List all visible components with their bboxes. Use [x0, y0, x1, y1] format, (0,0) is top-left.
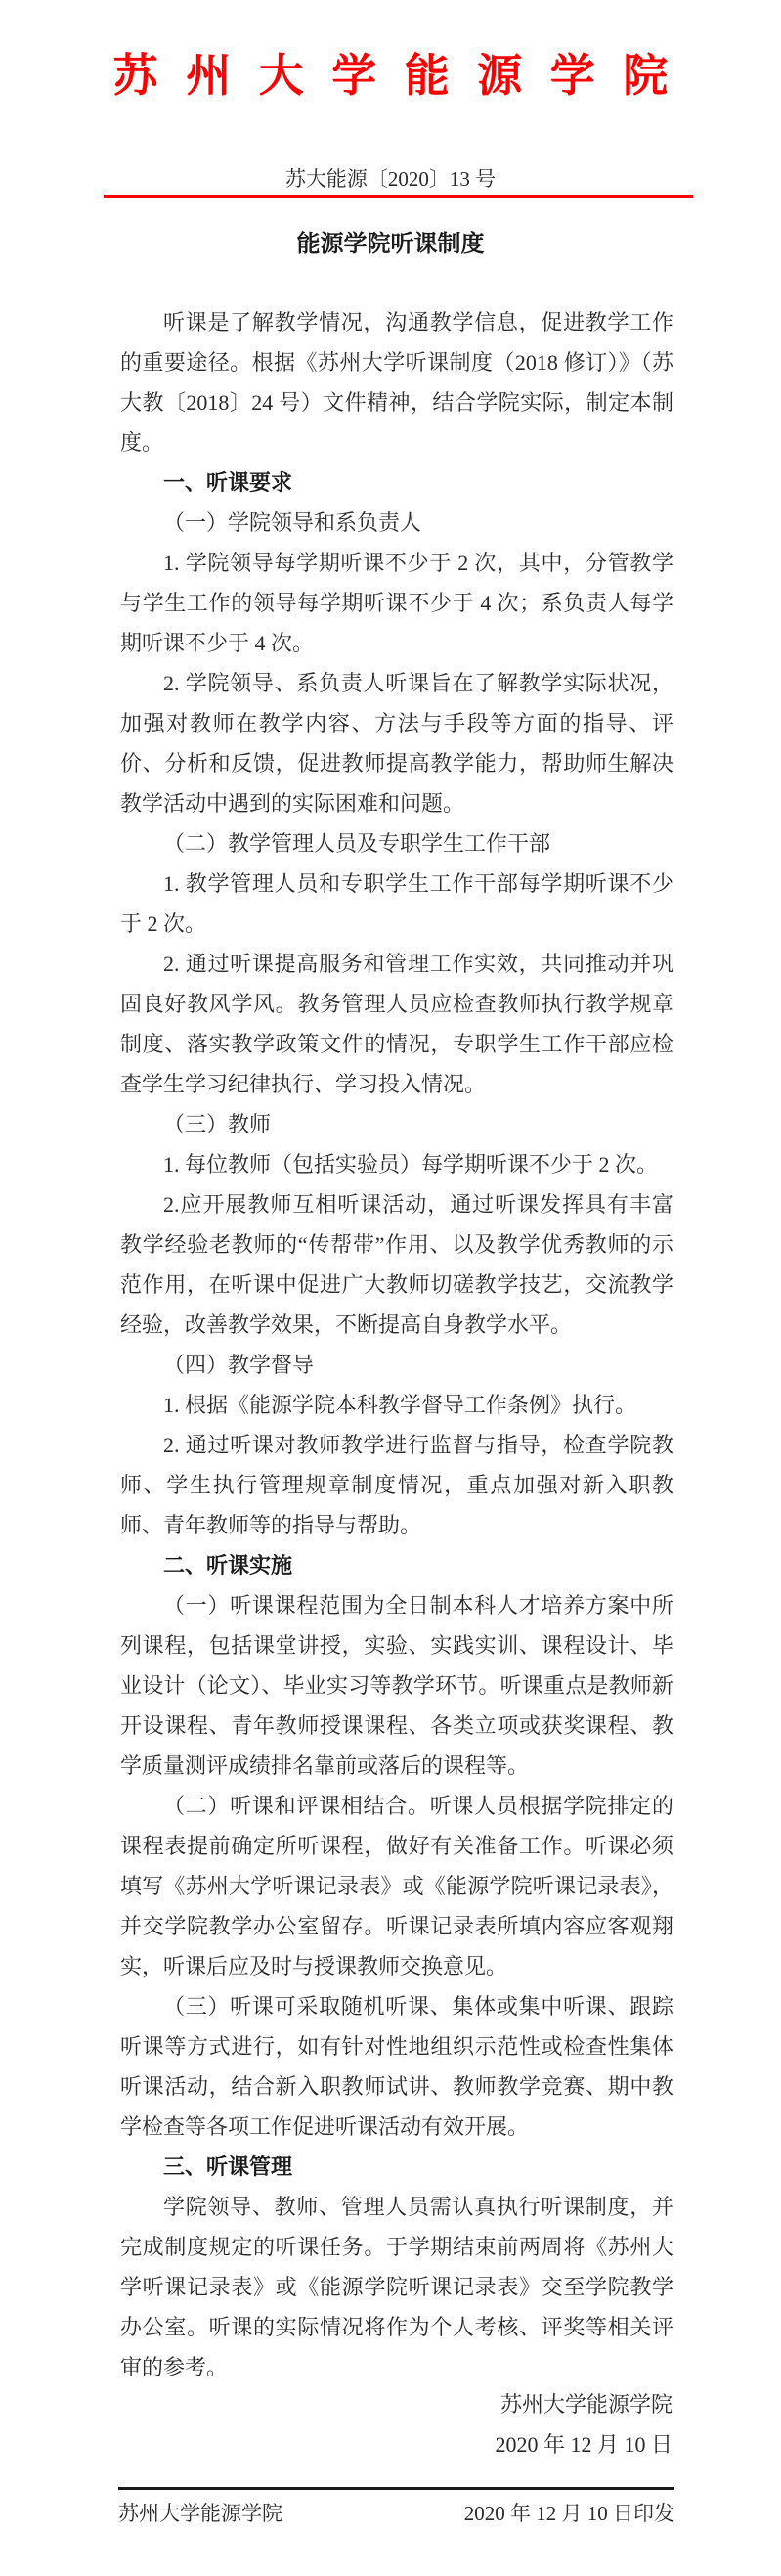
body-paragraph: 听课是了解教学情况，沟通教学信息，促进教学工作的重要途径。根据《苏州大学听课制度（2018 修订）》（苏大教〔2018〕24 号）文件精神，结合学院实际，制定本制度。 — [120, 310, 673, 455]
letterhead-title: 苏州大学能源学院 — [112, 51, 696, 101]
footer-org: 苏州大学能源学院 — [118, 2502, 282, 2525]
signature-org: 苏州大学能源学院 — [499, 2392, 673, 2417]
document-title: 能源学院听课制度 — [296, 231, 485, 257]
section-heading: 三、听课管理 — [163, 2154, 293, 2179]
section-heading: 一、听课要求 — [163, 470, 293, 495]
red-divider — [104, 195, 693, 198]
section-heading: 二、听课实施 — [163, 1553, 293, 1577]
body-paragraph: 1. 教学管理人员和专职学生工作干部每学期听课不少于 2 次。 — [120, 871, 673, 936]
body-paragraph: （一）学院领导和系负责人 — [163, 511, 422, 535]
body-paragraph: （二）听课和评课相结合。听课人员根据学院排定的课程表提前确定所听课程，做好有关准备工作。听课必须填写《苏州大学听课记录表》或《能源学院听课记录表》，并交学院教学办公室留存。听课记录表所填内容应客观翔实，听课后应及时与授课教师交换意见。 — [120, 1794, 673, 1978]
footer-row — [118, 2490, 674, 2528]
body-paragraph: 1. 学院领导每学期听课不少于 2 次，其中，分管教学与学生工作的领导每学期听课不少于 4 次；系负责人每学期听课不少于 4 次。 — [120, 551, 673, 655]
body-paragraph: 学院领导、教师、管理人员需认真执行听课制度，并完成制度规定的听课任务。于学期结束前两周将《苏州大学听课记录表》或《能源学院听课记录表》交至学院教学办公室。听课的实际情况将作为个人考核、评奖等相关评审的参考。 — [120, 2195, 673, 2379]
document-number: 苏大能源〔2020〕13 号 — [284, 167, 497, 191]
footer-divider — [118, 2487, 674, 2528]
body-paragraph: 2. 通过听课提高服务和管理工作实效，共同推动并巩固良好教风学风。教务管理人员应检查教师执行教学规章制度、落实教学政策文件的情况，专职学生工作干部应检查学生学习纪律执行、学习投入情况。 — [120, 952, 673, 1096]
signature-block — [495, 2384, 673, 2465]
body-paragraph: 2.应开展教师互相听课活动，通过听课发挥具有丰富教学经验老教师的“传帮带”作用、以及教学优秀教师的示范作用，在听课中促进广大教师切磋教学技艺，交流教学经验，改善教学效果，不断提高自身教学水平。 — [120, 1192, 673, 1337]
document-body — [120, 302, 673, 2387]
body-paragraph: （二）教学管理人员及专职学生工作干部 — [163, 831, 551, 856]
body-paragraph: （三）听课可采取随机听课、集体或集中听课、跟踪听课等方式进行，如有针对性地组织示范性或检查性集体听课活动，结合新入职教师试讲、教师教学竞赛、期中教学检查等各项工作促进听课活动有效开展。 — [120, 1994, 673, 2139]
footer-print-date: 2020 年 12 月 10 日印发 — [463, 2502, 674, 2525]
signature-date: 2020 年 12 月 10 日 — [495, 2432, 673, 2457]
body-paragraph: 2. 通过听课对教师教学进行监督与指导，检查学院教师、学生执行管理规章制度情况，重点加强对新入职教师、青年教师等的指导与帮助。 — [120, 1433, 673, 1537]
body-paragraph: 2. 学院领导、系负责人听课旨在了解教学实际状况，加强对教师在教学内容、方法与手段等方面的指导、评价、分析和反馈，促进教师提高教学能力，帮助师生解决教学活动中遇到的实际困难和问题。 — [120, 671, 673, 816]
body-paragraph: 1. 每位教师（包括实验员）每学期听课不少于 2 次。 — [163, 1152, 659, 1177]
body-paragraph: （四）教学督导 — [163, 1353, 315, 1377]
body-paragraph: （三）教师 — [163, 1112, 272, 1136]
body-paragraph: 1. 根据《能源学院本科教学督导工作条例》执行。 — [163, 1393, 637, 1417]
body-paragraph: （一）听课课程范围为全日制本科人才培养方案中所列课程，包括课堂讲授，实验、实践实训、课程设计、毕业设计（论文）、毕业实习等教学环节。听课重点是教师新开设课程、青年教师授课课程、各类立项或获奖课程、教学质量测评成绩排名靠前或落后的课程等。 — [120, 1593, 673, 1778]
